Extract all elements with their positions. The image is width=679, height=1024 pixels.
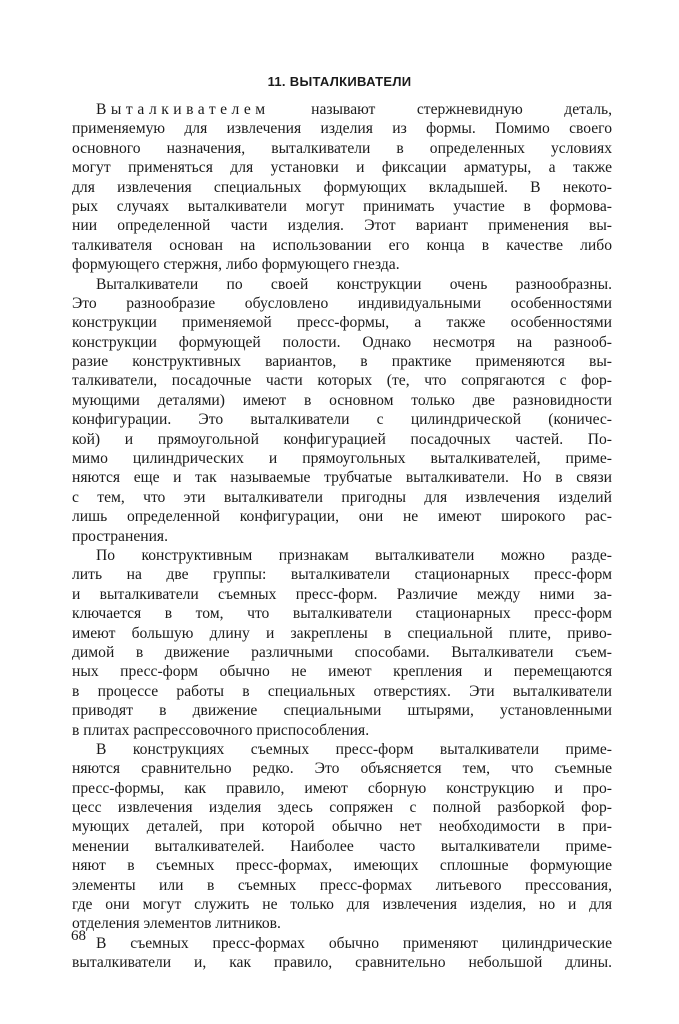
text-line: кой) и прямоугольной конфигурацией посадочных частей. По-: [72, 430, 612, 448]
text-line: называют стержневидную деталь,: [269, 101, 612, 118]
text-line: По конструктивным признакам выталкиватели можно разде-: [96, 546, 612, 564]
text-line: конфигурации. Это выталкиватели с цилиндрической (коничес-: [72, 411, 612, 429]
text-line: конструкции формующей полости. Однако несмотря на разнооб-: [72, 333, 612, 351]
text-line: могут применяться для установки и фиксации арматуры, а также: [72, 159, 612, 177]
text-line: формующего стержня, либо формующего гнезда.: [72, 256, 400, 274]
text-line: талкиватели, посадочные части которых (те, что сопрягаются с фор-: [72, 372, 612, 390]
text-line: В съемных пресс-формах обычно применяют цилиндрические: [96, 934, 612, 952]
text-line: с тем, что эти выталкиватели пригодны для извлечения изделий: [72, 488, 612, 506]
text-line: мующих деталей, при которой обычно нет необходимости в при-: [72, 818, 612, 836]
text-line: ных пресс-форм обычно не имеют крепления и перемещаются: [72, 663, 612, 681]
body-text: [72, 100, 612, 973]
paragraph: [72, 100, 612, 275]
paragraph: [72, 740, 612, 934]
text-line: выталкиватели и, как правило, сравнительно небольшой длины.: [72, 954, 612, 972]
text-line: конструкции применяемой пресс-формы, а также особенностями: [72, 314, 612, 332]
paragraph: [72, 275, 612, 546]
text-line: димой в движение различными способами. Выталкиватели съем-: [72, 643, 612, 661]
text-line: основного назначения, выталкиватели в определенных условиях: [72, 139, 612, 157]
text-line: пространения.: [72, 527, 168, 545]
text-line: лить на две группы: выталкиватели стационарных пресс-форм: [72, 566, 612, 584]
text-line: мимо цилиндрических и прямоугольных выталкивателей, приме-: [72, 450, 612, 468]
text-line: цесс извлечения изделия здесь сопряжен с полной разборкой фор-: [72, 799, 612, 817]
text-line: имеют большую длину и закреплены в специальной плите, приво-: [72, 624, 612, 642]
text-line: рых случаях выталкиватели могут принимать участие в формова-: [72, 197, 612, 215]
text-line: няются сравнительно редко. Это объясняется тем, что съемные: [72, 760, 612, 778]
text-line: [72, 100, 612, 119]
text-line: в процессе работы в специальных отверстиях. Эти выталкиватели: [72, 682, 612, 700]
spaced-term: Выталкивателем: [96, 101, 270, 118]
text-line: элементы или в съемных пресс-формах литьевого прессования,: [72, 876, 612, 894]
section-heading: 11. ВЫТАЛКИВАТЕЛИ: [267, 74, 412, 89]
text-line: применяемую для извлечения изделия из формы. Помимо своего: [72, 120, 612, 138]
text-line: для извлечения специальных формующих вкладышей. В некото-: [72, 178, 612, 196]
text-line: няются еще и так называемые трубчатые выталкиватели. Но в связи: [72, 469, 612, 487]
text-line: разие конструктивных вариантов, в практике применяются вы-: [72, 353, 612, 371]
text-line: Это разнообразие обусловлено индивидуальными особенностями: [72, 294, 612, 312]
text-line: В конструкциях съемных пресс-форм выталкиватели приме-: [96, 740, 612, 758]
text-line: ключается в том, что выталкиватели стационарных пресс-форм: [72, 605, 612, 623]
text-line: няют в съемных пресс-формах, имеющих сплошные формующие: [72, 857, 612, 875]
text-line: нии определенной части изделия. Этот вариант применения вы-: [72, 217, 612, 235]
text-line: где они могут служить не только для извлечения изделия, но и для: [72, 896, 612, 914]
text-line: лишь определенной конфигурации, они не имеют широкого рас-: [72, 508, 612, 526]
text-line: и выталкиватели съемных пресс-форм. Различие между ними за-: [72, 585, 612, 603]
text-line: пресс-формы, как правило, имеют сборную конструкцию и про-: [72, 779, 612, 797]
paragraph: [72, 546, 612, 740]
text-line: Выталкиватели по своей конструкции очень разнообразны.: [96, 275, 612, 293]
text-line: менении выталкивателей. Наиболее часто выталкиватели приме-: [72, 837, 612, 855]
paragraph: [72, 934, 612, 973]
text-line: отделения элементов литников.: [72, 915, 281, 933]
text-line: талкивателя основан на использовании его конца в качестве либо: [72, 236, 612, 254]
text-line: приводят в движение специальными штырями, установленными: [72, 702, 612, 720]
text-line: в плитах распрессовочного приспособления.: [72, 721, 370, 739]
text-line: мующими деталями) имеют в основном только две разновидности: [72, 391, 612, 409]
page-number: 68: [71, 928, 86, 944]
